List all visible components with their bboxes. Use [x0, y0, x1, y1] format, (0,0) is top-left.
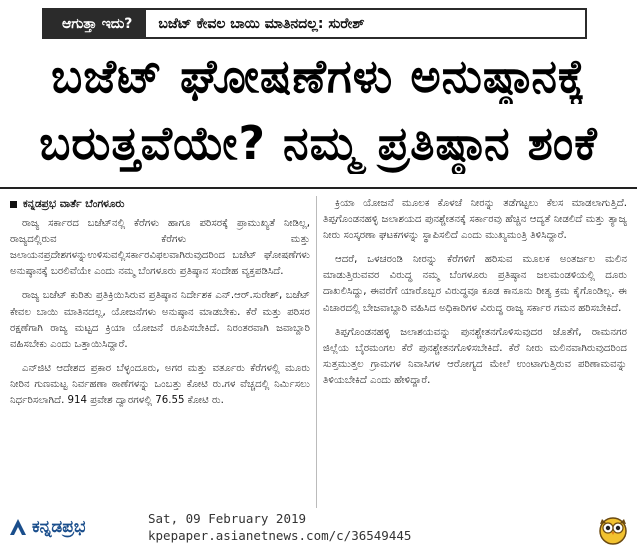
logo-text: ಕನ್ನಡಪ್ರಭ — [32, 517, 86, 537]
epaper-footer — [0, 509, 637, 546]
kicker-tag: ಆಗುತ್ತಾ ಇದು? — [42, 8, 146, 39]
paragraph: ರಾಜ್ಯ ಬಜೆಟ್ ಕುರಿತು ಪ್ರತಿಕ್ರಿಯಿಸಿರುವ ಪ್ರತಿಷ್ಠಾನ ನಿರ್ದೇಶಕ ಎನ್.ಆರ್.ಸುರೇಶ್, ಬಜೆಟ್ ಕೇವಲ ಬಾಯಿ ಮಾತಿನದಲ್ಲ, ಯೋಜನೆಗಳು ಅನುಷ್ಠಾನ ಮಾಡಬೇಕು. ಕೆರೆ ಮತ್ತು ಪರಿಸರ ರಕ್ಷಣೆಗಾಗಿ ರಾಜ್ಯ ಮಟ್ಟದ ಕ್ರಿಯಾ ಯೋಜನೆ ರೂಪಿಸಬೇಕಿದೆ. ನಿರಂತರವಾಗಿ ಜವಾಬ್ದಾರಿ ವಹಿಸಬೇಕು ಎಂದು ಒತ್ತಾಯಿಸಿದ್ದಾರೆ. — [10, 290, 310, 350]
edition-date: Sat, 09 February 2019 — [148, 511, 307, 526]
article-column-right — [323, 196, 627, 516]
kicker-bar — [42, 8, 587, 39]
headline-divider — [0, 187, 637, 189]
owl-mascot-icon — [596, 511, 630, 545]
headline-line-2: ಬರುತ್ತವೆಯೇ? ನಮ್ಮ ಪ್ರತಿಷ್ಠಾನ ಶಂಕೆ — [39, 116, 598, 170]
paragraph: ತಿಪ್ಪಗೊಂಡನಹಳ್ಳಿ ಜಲಾಶಯವನ್ನು ಪುನಶ್ಚೇತನಗೊಳಿಸುವುದರ ಜೊತೆಗೆ, ರಾಮನಗರ ಜಿಲ್ಲೆಯ ಬೈರಮಂಗಲ ಕೆರೆ ಪುನಶ್ಚೇತನಗೊಳಿಸಬೇಕಿದೆ. ಕೆರೆ ನೀರು ಮಲಿನವಾಗಿರುವುದರಿಂದ ಸುತ್ತಮುತ್ತಲ ಗ್ರಾಮಗಳ ನಿವಾಸಿಗಳ ಆರೋಗ್ಯದ ಮೇಲೆ ಉಂಟಾಗುತ್ತಿರುವ ಪರಿಣಾಮವನ್ನು ತಿಳಿಯಬೇಕಿದೆ ಎಂದು ಹೇಳಿದ್ದಾರೆ. — [323, 326, 627, 386]
paragraph: ಎನ್‌ಜಿಟಿ ಆದೇಶದ ಪ್ರಕಾರ ಬೆಳ್ಳಂದೂರು, ಅಗರ ಮತ್ತು ವರ್ತೂರು ಕೆರೆಗಳಲ್ಲಿ ಮೂರು ನೀರಿನ ಗುಣಮಟ್ಟ ನಿರ್ವಹಣಾ ಠಾಣೆಗಳನ್ನು ಒಂಬತ್ತು ಕೋಟಿ ರು.ಗಳ ವೆಚ್ಚದಲ್ಲಿ ನಿರ್ಮಿಸಲು ನಿರ್ಧರಿಸಲಾಗಿದೆ. 914 ಪ್ರವೇಶ ದ್ವಾರಗಳಲ್ಲಿ 76.55 ಕೋಟಿ ರು. — [10, 362, 310, 407]
kicker-text: ಬಜೆಟ್ ಕೇವಲ ಬಾಯಿ ಮಾತಿನದಲ್ಲ: ಸುರೇಶ್ — [146, 8, 587, 39]
bullet-icon — [10, 201, 17, 208]
paragraph: ಕ್ರಿಯಾ ಯೋಜನೆ ಮೂಲಕ ಕೊಳಚೆ ನೀರನ್ನು ತಡೆಗಟ್ಟಲು ಕೆಲಸ ಮಾಡಲಾಗುತ್ತಿದೆ. ತಿಪ್ಪಗೊಂಡನಹಳ್ಳಿ ಜಲಾಶಯದ ಪುನಶ್ಚೇತನಕ್ಕೆ ಸರ್ಕಾರವು ಹೆಚ್ಚಿನ ಆದ್ಯತೆ ನೀಡಲಿದೆ ಮತ್ತು ತ್ಯಾಜ್ಯ ನೀರು ಸಂಸ್ಕರಣಾ ಘಟಕಗಳನ್ನು ಸ್ಥಾಪಿಸಲಿದೆ ಎಂದು ಮುಖ್ಯಮಂತ್ರಿ ತಿಳಿಸಿದ್ದಾರೆ. — [323, 198, 627, 242]
article-column-left — [10, 196, 310, 516]
byline-text: ಕನ್ನಡಪ್ರಭ ವಾರ್ತೆ ಬೆಂಗಳೂರು — [23, 198, 125, 210]
paragraph: ರಾಜ್ಯ ಸರ್ಕಾರದ ಬಜೆಟ್‌ನಲ್ಲಿ ಕೆರೆಗಳು ಹಾಗೂ ಪರಿಸರಕ್ಕೆ ಪ್ರಾಮುಖ್ಯತೆ ನೀಡಿಲ್ಲ, ರಾಜ್ಯದಲ್ಲಿರುವ ಕೆರೆಗಳು ಮತ್ತು ಜಲಾಯನಪ್ರದೇಶಗಳನ್ನುಉಳಿಸುವಲ್ಲಿಸರ್ಕಾರವಿಫಲವಾಗಿರುವುದರಿಂದ ಬಜೆಟ್ ಘೋಷಣೆಗಳು ಅನುಷ್ಠಾನಕ್ಕೆ ಬರಲಿವೆಯೇ ಎಂದು ನಮ್ಮ ಬೆಂಗಳೂರು ಪ್ರತಿಷ್ಠಾನ ಸಂದೇಹ ವ್ಯಕ್ತಪಡಿಸಿದೆ. — [10, 218, 310, 278]
byline — [10, 196, 310, 212]
column-divider — [316, 196, 317, 508]
kannadaprabha-logo[interactable] — [8, 517, 85, 537]
headline-line-1: ಬಜೆಟ್ ಘೋಷಣೆಗಳು ಅನುಷ್ಠಾನಕ್ಕೆ — [51, 49, 586, 103]
logo-mark-icon — [8, 517, 28, 537]
paragraph: ಆದರೆ, ಒಳಚರಂಡಿ ನೀರನ್ನು ಕೆರೆಗಳಿಗೆ ಹರಿಸುವ ಮೂಲಕ ಅಂತರ್ಜಲ ಮಲಿನ ಮಾಡುತ್ತಿರುವವರ ವಿರುದ್ಧ ನಮ್ಮ ಬೆಂಗಳೂರು ಪ್ರತಿಷ್ಠಾನ ಜಲಮಂಡಳಿಯಲ್ಲಿ ದೂರು ದಾಖಲಿಸಿದ್ದು, ಈವರೆಗೆ ಯಾರೊಬ್ಬರ ವಿರುದ್ಧವೂ ಕೂಡ ಕಾನೂನು ರೀತ್ಯ ಕ್ರಮ ಕೈಗೊಂಡಿಲ್ಲ. ಈ ವಿಚಾರದಲ್ಲಿ ಬೇಜವಾಬ್ದಾರಿ ವಹಿಸಿದ ಅಧಿಕಾರಿಗಳ ವಿರುದ್ಧ ರಾಜ್ಯ ಸರ್ಕಾರ ಗಮನ ಹರಿಸಬೇಕಿದೆ. — [323, 254, 627, 314]
edition-url[interactable]: kpepaper.asianetnews.com/c/36549445 — [148, 528, 412, 543]
